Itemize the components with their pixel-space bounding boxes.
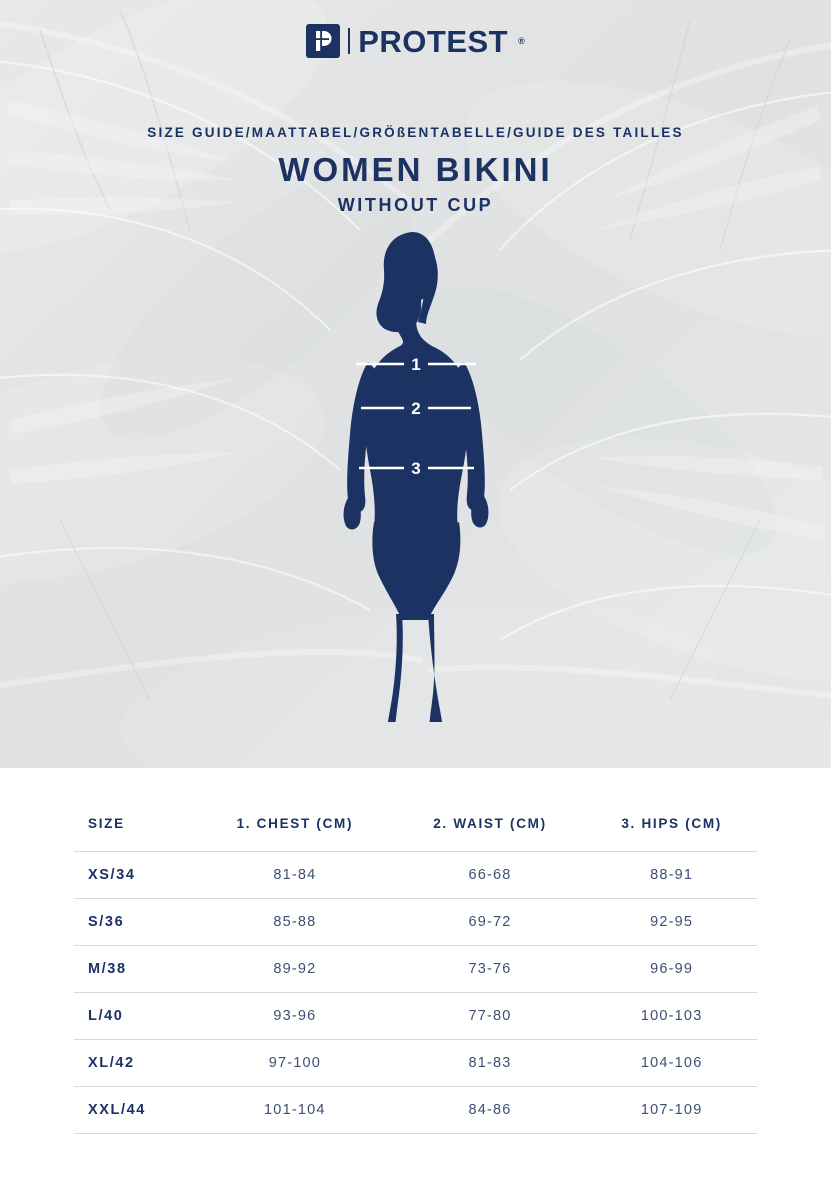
cell-waist: 77-80 (394, 993, 587, 1040)
cell-hips: 107-109 (586, 1087, 757, 1134)
cell-chest: 93-96 (196, 993, 394, 1040)
table-row (74, 993, 757, 1040)
cell-chest: 85-88 (196, 899, 394, 946)
brand-name: PROTEST (358, 23, 509, 59)
protest-p-logo-icon (306, 24, 340, 58)
marker-3-label: 3 (410, 459, 421, 478)
table-row (74, 946, 757, 993)
size-table-section (0, 768, 831, 1200)
cell-waist: 69-72 (394, 899, 587, 946)
cell-waist: 73-76 (394, 946, 587, 993)
cell-size: XXL/44 (74, 1087, 196, 1134)
column-header-waist: 2. WAIST (CM) (433, 816, 547, 831)
size-guide-languages: SIZE GUIDE/MAATTABEL/GRÖßENTABELLE/GUIDE DES TAILLES (147, 125, 684, 140)
cell-size: L/40 (74, 993, 196, 1040)
logo-divider (348, 28, 350, 54)
column-header-size: SIZE (88, 816, 125, 831)
cell-waist: 66-68 (394, 852, 587, 899)
page-subtitle: WITHOUT CUP (337, 195, 494, 215)
column-header-hips: 3. HIPS (CM) (621, 816, 722, 831)
table-body (74, 852, 757, 1134)
cell-hips: 104-106 (586, 1040, 757, 1087)
registered-mark: ® (518, 36, 525, 46)
marker-2-label: 2 (410, 399, 421, 418)
marker-1-label: 1 (410, 355, 421, 374)
cell-waist: 81-83 (394, 1040, 587, 1087)
table-row (74, 852, 757, 899)
cell-hips: 92-95 (586, 899, 757, 946)
figure-container (0, 222, 831, 722)
cell-hips: 96-99 (586, 946, 757, 993)
cell-hips: 88-91 (586, 852, 757, 899)
brand-logo (0, 24, 831, 58)
cell-hips: 100-103 (586, 993, 757, 1040)
cell-chest: 89-92 (196, 946, 394, 993)
table-head (74, 816, 757, 852)
cell-size: XL/42 (74, 1040, 196, 1087)
female-body-silhouette-icon (286, 222, 546, 722)
table-row (74, 1087, 757, 1134)
cell-waist: 84-86 (394, 1087, 587, 1134)
cell-chest: 101-104 (196, 1087, 394, 1134)
table-row (74, 899, 757, 946)
cell-chest: 81-84 (196, 852, 394, 899)
cell-chest: 97-100 (196, 1040, 394, 1087)
size-table (74, 816, 757, 1134)
cell-size: S/36 (74, 899, 196, 946)
column-header-chest: 1. CHEST (CM) (236, 816, 354, 831)
cell-size: XS/34 (74, 852, 196, 899)
table-row (74, 1040, 757, 1087)
title-block (0, 125, 831, 216)
cell-size: M/38 (74, 946, 196, 993)
table-header-row (74, 816, 757, 852)
page-title: WOMEN BIKINI (278, 151, 553, 188)
